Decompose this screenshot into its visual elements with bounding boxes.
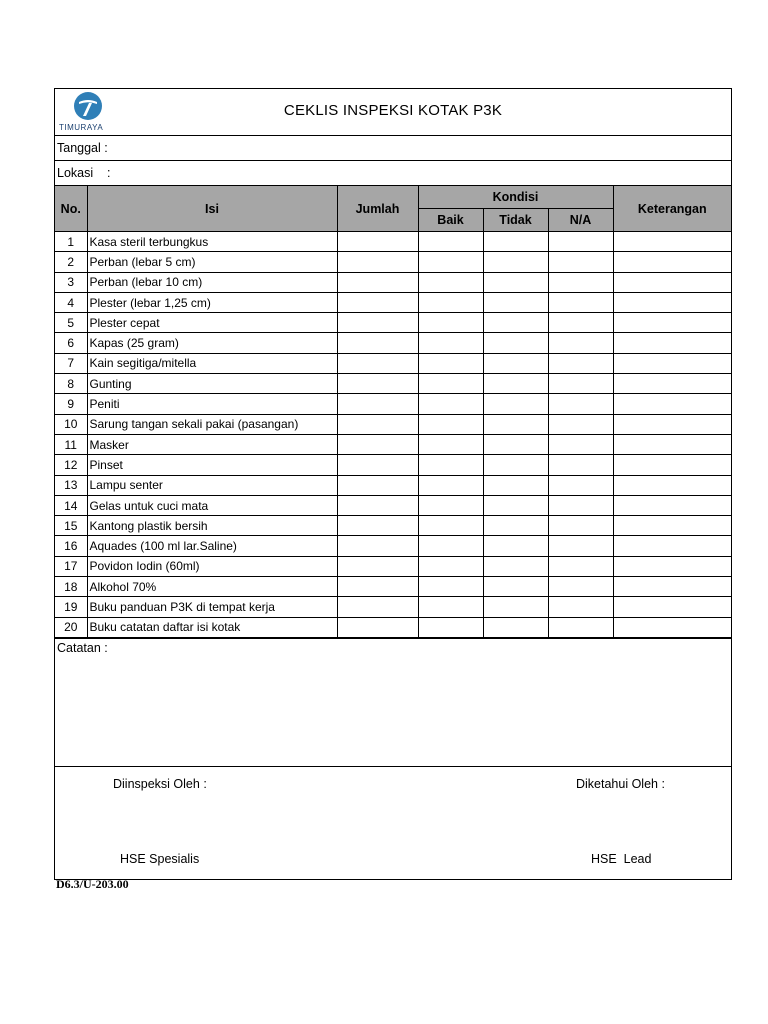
keterangan-cell[interactable] [613, 353, 731, 373]
table-row [55, 374, 731, 394]
baik-cell[interactable] [418, 333, 483, 353]
keterangan-cell[interactable] [613, 475, 731, 495]
jumlah-cell[interactable] [337, 374, 418, 394]
table-row [55, 313, 731, 333]
jumlah-cell[interactable] [337, 272, 418, 292]
na-cell[interactable] [548, 536, 613, 556]
table-row [55, 577, 731, 597]
header-keterangan: Keterangan [613, 186, 731, 232]
row-item: Kasa steril terbungkus [87, 232, 337, 252]
baik-cell[interactable] [418, 495, 483, 515]
row-number: 11 [55, 434, 87, 454]
tidak-cell[interactable] [483, 333, 548, 353]
baik-cell[interactable] [418, 414, 483, 434]
na-cell[interactable] [548, 353, 613, 373]
na-cell[interactable] [548, 617, 613, 637]
table-row [55, 353, 731, 373]
tidak-cell[interactable] [483, 272, 548, 292]
row-number: 7 [55, 353, 87, 373]
form-title: CEKLIS INSPEKSI KOTAK P3K [283, 102, 503, 119]
tidak-cell[interactable] [483, 556, 548, 576]
row-number: 5 [55, 313, 87, 333]
table-row [55, 394, 731, 414]
jumlah-cell[interactable] [337, 617, 418, 637]
lokasi-field: Lokasi : [55, 161, 731, 186]
baik-cell[interactable] [418, 374, 483, 394]
baik-cell[interactable] [418, 577, 483, 597]
baik-cell[interactable] [418, 394, 483, 414]
header-baik: Baik [418, 209, 483, 232]
row-item: Gunting [87, 374, 337, 394]
row-item: Pinset [87, 455, 337, 475]
table-row [55, 597, 731, 617]
table-row [55, 475, 731, 495]
tidak-cell[interactable] [483, 414, 548, 434]
keterangan-cell[interactable] [613, 536, 731, 556]
row-number: 8 [55, 374, 87, 394]
keterangan-cell[interactable] [613, 272, 731, 292]
row-number: 1 [55, 232, 87, 252]
jumlah-cell[interactable] [337, 577, 418, 597]
table-row [55, 536, 731, 556]
table-row [55, 232, 731, 252]
signature-section [55, 767, 731, 879]
header-tidak: Tidak [483, 209, 548, 232]
baik-cell[interactable] [418, 475, 483, 495]
baik-cell[interactable] [418, 536, 483, 556]
row-item: Kantong plastik bersih [87, 516, 337, 536]
jumlah-cell[interactable] [337, 536, 418, 556]
baik-cell[interactable] [418, 232, 483, 252]
jumlah-cell[interactable] [337, 455, 418, 475]
jumlah-cell[interactable] [337, 313, 418, 333]
keterangan-cell[interactable] [613, 556, 731, 576]
na-cell[interactable] [548, 434, 613, 454]
keterangan-cell[interactable] [613, 455, 731, 475]
table-row [55, 495, 731, 515]
na-cell[interactable] [548, 394, 613, 414]
na-cell[interactable] [548, 374, 613, 394]
tidak-cell[interactable] [483, 374, 548, 394]
na-cell[interactable] [548, 475, 613, 495]
row-number: 9 [55, 394, 87, 414]
document-code: D6.3/U-203.00 [56, 877, 129, 891]
baik-cell[interactable] [418, 252, 483, 272]
row-item: Kain segitiga/mitella [87, 353, 337, 373]
table-row [55, 455, 731, 475]
row-number: 13 [55, 475, 87, 495]
jumlah-cell[interactable] [337, 292, 418, 312]
keterangan-cell[interactable] [613, 394, 731, 414]
tidak-cell[interactable] [483, 394, 548, 414]
na-cell[interactable] [548, 556, 613, 576]
baik-cell[interactable] [418, 272, 483, 292]
na-cell[interactable] [548, 333, 613, 353]
table-row [55, 272, 731, 292]
keterangan-cell[interactable] [613, 577, 731, 597]
jumlah-cell[interactable] [337, 232, 418, 252]
header-no: No. [55, 186, 87, 232]
row-number: 10 [55, 414, 87, 434]
approver-role: HSE Lead [591, 851, 652, 866]
tidak-cell[interactable] [483, 495, 548, 515]
row-number: 14 [55, 495, 87, 515]
na-cell[interactable] [548, 577, 613, 597]
tidak-cell[interactable] [483, 292, 548, 312]
keterangan-cell[interactable] [613, 414, 731, 434]
jumlah-cell[interactable] [337, 333, 418, 353]
header-na: N/A [548, 209, 613, 232]
row-item: Perban (lebar 10 cm) [87, 272, 337, 292]
row-item: Perban (lebar 5 cm) [87, 252, 337, 272]
row-number: 2 [55, 252, 87, 272]
row-item: Kapas (25 gram) [87, 333, 337, 353]
keterangan-cell[interactable] [613, 333, 731, 353]
row-item: Buku catatan daftar isi kotak [87, 617, 337, 637]
tidak-cell[interactable] [483, 617, 548, 637]
jumlah-cell[interactable] [337, 434, 418, 454]
row-number: 4 [55, 292, 87, 312]
table-row [55, 252, 731, 272]
row-item: Gelas untuk cuci mata [87, 495, 337, 515]
tanggal-field: Tanggal : [55, 136, 731, 161]
tidak-cell[interactable] [483, 434, 548, 454]
keterangan-cell[interactable] [613, 516, 731, 536]
table-row [55, 434, 731, 454]
row-item: Buku panduan P3K di tempat kerja [87, 597, 337, 617]
header-jumlah: Jumlah [337, 186, 418, 232]
na-cell[interactable] [548, 232, 613, 252]
baik-cell[interactable] [418, 313, 483, 333]
jumlah-cell[interactable] [337, 516, 418, 536]
tidak-cell[interactable] [483, 455, 548, 475]
keterangan-cell[interactable] [613, 617, 731, 637]
keterangan-cell[interactable] [613, 252, 731, 272]
row-item: Alkohol 70% [87, 577, 337, 597]
inspected-by-label: Diinspeksi Oleh : [113, 776, 207, 791]
acknowledged-by-label: Diketahui Oleh : [576, 776, 665, 791]
jumlah-cell[interactable] [337, 353, 418, 373]
row-item: Lampu senter [87, 475, 337, 495]
na-cell[interactable] [548, 597, 613, 617]
checklist-table [55, 186, 731, 638]
baik-cell[interactable] [418, 434, 483, 454]
keterangan-cell[interactable] [613, 597, 731, 617]
jumlah-cell[interactable] [337, 597, 418, 617]
notes-section [55, 638, 731, 767]
table-row [55, 617, 731, 637]
keterangan-cell[interactable] [613, 313, 731, 333]
row-number: 17 [55, 556, 87, 576]
jumlah-cell[interactable] [337, 475, 418, 495]
na-cell[interactable] [548, 495, 613, 515]
table-row [55, 516, 731, 536]
baik-cell[interactable] [418, 353, 483, 373]
tidak-cell[interactable] [483, 516, 548, 536]
baik-cell[interactable] [418, 597, 483, 617]
form-header [55, 89, 731, 136]
tidak-cell[interactable] [483, 536, 548, 556]
row-number: 3 [55, 272, 87, 292]
row-number: 12 [55, 455, 87, 475]
inspection-form [54, 88, 732, 880]
keterangan-cell[interactable] [613, 292, 731, 312]
table-row [55, 292, 731, 312]
row-number: 18 [55, 577, 87, 597]
tidak-cell[interactable] [483, 252, 548, 272]
baik-cell[interactable] [418, 292, 483, 312]
header-isi: Isi [87, 186, 337, 232]
baik-cell[interactable] [418, 455, 483, 475]
tidak-cell[interactable] [483, 577, 548, 597]
row-item: Sarung tangan sekali pakai (pasangan) [87, 414, 337, 434]
na-cell[interactable] [548, 455, 613, 475]
header-kondisi: Kondisi [418, 186, 613, 209]
jumlah-cell[interactable] [337, 495, 418, 515]
tidak-cell[interactable] [483, 353, 548, 373]
row-item: Plester cepat [87, 313, 337, 333]
keterangan-cell[interactable] [613, 495, 731, 515]
jumlah-cell[interactable] [337, 414, 418, 434]
keterangan-cell[interactable] [613, 232, 731, 252]
na-cell[interactable] [548, 252, 613, 272]
row-item: Peniti [87, 394, 337, 414]
jumlah-cell[interactable] [337, 394, 418, 414]
na-cell[interactable] [548, 313, 613, 333]
tidak-cell[interactable] [483, 597, 548, 617]
row-item: Masker [87, 434, 337, 454]
na-cell[interactable] [548, 414, 613, 434]
logo-text: TIMURAYA [59, 123, 104, 132]
na-cell[interactable] [548, 516, 613, 536]
tidak-cell[interactable] [483, 475, 548, 495]
table-row [55, 556, 731, 576]
row-number: 20 [55, 617, 87, 637]
row-number: 16 [55, 536, 87, 556]
keterangan-cell[interactable] [613, 434, 731, 454]
baik-cell[interactable] [418, 617, 483, 637]
jumlah-cell[interactable] [337, 252, 418, 272]
table-row [55, 333, 731, 353]
baik-cell[interactable] [418, 516, 483, 536]
tidak-cell[interactable] [483, 313, 548, 333]
jumlah-cell[interactable] [337, 556, 418, 576]
notes-label: Catatan : [57, 640, 108, 655]
baik-cell[interactable] [418, 556, 483, 576]
row-item: Aquades (100 ml lar.Saline) [87, 536, 337, 556]
row-item: Plester (lebar 1,25 cm) [87, 292, 337, 312]
row-number: 19 [55, 597, 87, 617]
table-row [55, 414, 731, 434]
row-number: 6 [55, 333, 87, 353]
na-cell[interactable] [548, 292, 613, 312]
row-item: Povidon Iodin (60ml) [87, 556, 337, 576]
row-number: 15 [55, 516, 87, 536]
inspector-role: HSE Spesialis [120, 851, 200, 866]
keterangan-cell[interactable] [613, 374, 731, 394]
na-cell[interactable] [548, 272, 613, 292]
tidak-cell[interactable] [483, 232, 548, 252]
